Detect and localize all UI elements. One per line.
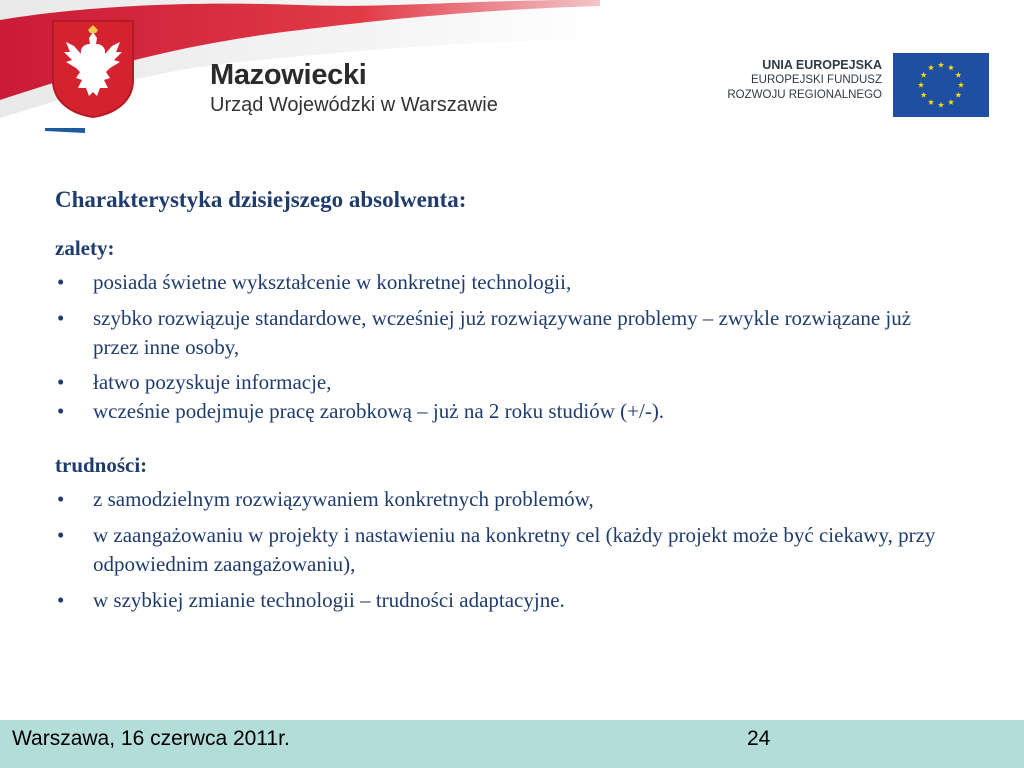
list-item: • w zaangażowaniu w projekty i nastawieniu na konkretny cel (każdy projekt może być ciekawy, przy odpowiednim zaangażowaniu), [57,523,936,576]
eu-fund-label [682,58,882,103]
list-item: • wcześnie podejmuje pracę zarobkową – już na 2 roku studiów (+/-). [57,399,665,423]
slide-header [0,0,1024,135]
organization-logo-text [210,58,498,118]
page-number: 24 [747,727,771,750]
eu-flag-icon [893,53,989,117]
list-item: • z samodzielnym rozwiązywaniem konkretnych problemów, [57,487,594,511]
eu-line-3: ROZWOJU REGIONALNEGO [727,89,882,101]
advantages-list [55,268,955,426]
slide-content [55,180,955,615]
polish-eagle-emblem-icon [50,18,136,118]
difficulties-label: trudności: [55,453,148,477]
list-item: • w szybkiej zmianie technologii – trudności adaptacyjne. [57,588,565,612]
list-item: • szybko rozwiązuje standardowe, wcześniej już rozwiązywane problemy – zwykle rozwiązane już przez inne osoby, [57,306,912,359]
list-item: • posiada świetne wykształcenie w konkretnej technologii, [57,270,572,294]
advantages-label: zalety: [55,236,115,260]
eu-line-1: UNIA EUROPEJSKA [762,58,882,72]
difficulties-list [55,485,955,615]
eu-line-2: EUROPEJSKI FUNDUSZ [751,74,882,86]
organization-subtitle: Urząd Wojewódzki w Warszawie [210,94,498,116]
footer-date: Warszawa, 16 czerwca 2011r. [12,727,290,750]
organization-title: Mazowiecki [210,59,367,91]
list-item: • łatwo pozyskuje informacje, [57,370,332,394]
slide-heading: Charakterystyka dzisiejszego absolwenta: [55,187,467,212]
slide-footer [0,720,1024,768]
